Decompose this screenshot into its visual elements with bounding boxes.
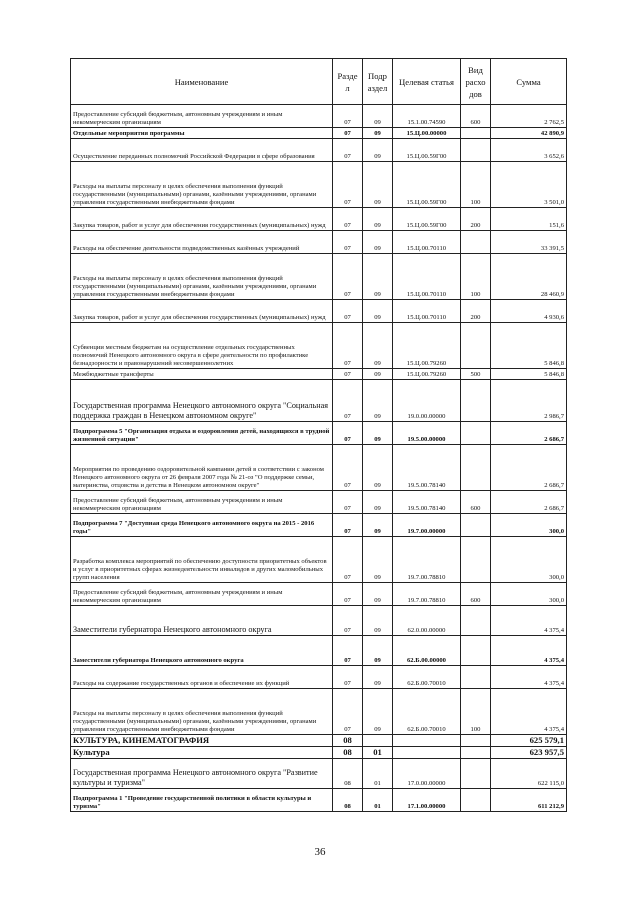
row-target-article-cell: 62.0.00.00000 <box>393 606 461 636</box>
budget-table <box>70 58 567 812</box>
row-sum-cell: 3 501,0 <box>491 162 567 208</box>
row-podrazdel-cell: 09 <box>363 300 393 323</box>
row-podrazdel-cell: 01 <box>363 747 393 759</box>
row-name-cell: КУЛЬТУРА, КИНЕМАТОГРАФИЯ <box>71 735 333 747</box>
table-row <box>71 689 567 735</box>
row-name-cell: Разработка комплекса мероприятий по обеспечению доступности приоритетных объектов и услуг в приоритетных сферах жизнедеятельности инвалидов и других маломобильных групп населения <box>71 537 333 583</box>
row-podrazdel-cell: 09 <box>363 105 393 128</box>
row-name-cell: Расходы на выплаты персоналу в целях обеспечения выполнения функций государственными (муниципальными) органами, казёнными учреждениями, органами управления государственными внебюджетными фондами <box>71 162 333 208</box>
row-sum-cell: 5 846,8 <box>491 323 567 369</box>
table-body <box>71 105 567 812</box>
row-target-article-cell <box>393 747 461 759</box>
row-name-cell: Субвенции местным бюджетам на осуществление отдельных государственных полномочий Ненецкого автономного округа в сфере деятельности по профилактике безнадзорности и правонарушений несовершеннолетних <box>71 323 333 369</box>
table-row <box>71 583 567 606</box>
row-sum-cell: 28 460,9 <box>491 254 567 300</box>
row-name-cell: Заместители губернатора Ненецкого автономного округа <box>71 606 333 636</box>
row-podrazdel-cell: 09 <box>363 445 393 491</box>
row-sum-cell: 300,0 <box>491 537 567 583</box>
row-expense-type-cell <box>461 666 491 689</box>
row-sum-cell: 33 391,5 <box>491 231 567 254</box>
row-sum-cell: 300,0 <box>491 583 567 606</box>
row-razdel-cell: 08 <box>333 759 363 789</box>
row-name-cell: Закупка товаров, работ и услуг для обеспечения государственных (муниципальных) нужд <box>71 208 333 231</box>
row-name-cell: Культура <box>71 747 333 759</box>
row-podrazdel-cell: 09 <box>363 231 393 254</box>
row-name-cell: Закупка товаров, работ и услуг для обеспечения государственных (муниципальных) нужд <box>71 300 333 323</box>
row-expense-type-cell: 100 <box>461 162 491 208</box>
row-razdel-cell: 07 <box>333 105 363 128</box>
row-target-article-cell: 15.Ц.00.59Г00 <box>393 162 461 208</box>
row-podrazdel-cell: 09 <box>363 139 393 162</box>
row-expense-type-cell <box>461 636 491 666</box>
row-podrazdel-cell: 01 <box>363 789 393 812</box>
row-podrazdel-cell: 09 <box>363 636 393 666</box>
row-sum-cell: 2 986,7 <box>491 380 567 422</box>
row-target-article-cell <box>393 735 461 747</box>
row-name-cell: Расходы на выплаты персоналу в целях обеспечения выполнения функций государственными (муниципальными) органами, казёнными учреждениями, органами управления государственными внебюджетными фондами <box>71 689 333 735</box>
table-row <box>71 162 567 208</box>
row-target-article-cell: 15.Ц.00.59Г00 <box>393 208 461 231</box>
row-expense-type-cell <box>461 380 491 422</box>
row-target-article-cell: 19.5.00.78140 <box>393 445 461 491</box>
row-target-article-cell: 15.Ц.00.70110 <box>393 254 461 300</box>
row-target-article-cell: 17.0.00.00000 <box>393 759 461 789</box>
row-razdel-cell: 07 <box>333 208 363 231</box>
row-podrazdel-cell: 09 <box>363 606 393 636</box>
row-target-article-cell: 15.Ц.00.59Г00 <box>393 139 461 162</box>
row-razdel-cell: 07 <box>333 162 363 208</box>
row-razdel-cell: 07 <box>333 369 363 380</box>
row-target-article-cell: 62.Б.00.00000 <box>393 636 461 666</box>
row-name-cell: Государственная программа Ненецкого автономного округа "Развитие культуры и туризма" <box>71 759 333 789</box>
row-sum-cell: 2 686,7 <box>491 491 567 514</box>
table-row <box>71 208 567 231</box>
row-razdel-cell: 08 <box>333 789 363 812</box>
row-razdel-cell: 07 <box>333 491 363 514</box>
table-row <box>71 380 567 422</box>
row-razdel-cell: 07 <box>333 323 363 369</box>
header-podrazdel: Подр аздел <box>363 59 393 105</box>
table-row <box>71 445 567 491</box>
table-row <box>71 369 567 380</box>
table-row <box>71 139 567 162</box>
row-podrazdel-cell: 09 <box>363 323 393 369</box>
row-podrazdel-cell: 09 <box>363 369 393 380</box>
row-podrazdel-cell: 09 <box>363 422 393 445</box>
row-razdel-cell: 07 <box>333 666 363 689</box>
table-row <box>71 491 567 514</box>
row-target-article-cell: 15.Ц.00.79260 <box>393 369 461 380</box>
row-target-article-cell: 19.7.00.78810 <box>393 537 461 583</box>
row-name-cell: Подпрограмма 5 "Организация отдыха и оздоровления детей, находящихся в трудной жизненной ситуации" <box>71 422 333 445</box>
row-razdel-cell: 08 <box>333 747 363 759</box>
table-row <box>71 323 567 369</box>
row-sum-cell: 2 762,5 <box>491 105 567 128</box>
row-expense-type-cell: 600 <box>461 105 491 128</box>
row-sum-cell: 611 212,9 <box>491 789 567 812</box>
row-podrazdel-cell: 09 <box>363 128 393 139</box>
row-sum-cell: 4 930,6 <box>491 300 567 323</box>
row-target-article-cell: 15.Ц.00.70110 <box>393 231 461 254</box>
row-name-cell: Межбюджетные трансферты <box>71 369 333 380</box>
row-sum-cell: 3 652,6 <box>491 139 567 162</box>
row-name-cell: Мероприятия по проведению оздоровительной кампании детей в соответствии с законом Ненецкого автономного округа от 26 февраля 2007 года № 21-оз "О поддержке семьи, материнства, отцовства и детства в Ненецком автономном округе" <box>71 445 333 491</box>
table-row <box>71 231 567 254</box>
row-podrazdel-cell: 09 <box>363 583 393 606</box>
row-target-article-cell: 62.Б.00.70010 <box>393 666 461 689</box>
row-razdel-cell: 07 <box>333 537 363 583</box>
header-target-article: Целевая статья <box>393 59 461 105</box>
row-expense-type-cell <box>461 514 491 537</box>
row-sum-cell: 4 375,4 <box>491 636 567 666</box>
header-razdel: Разде л <box>333 59 363 105</box>
row-sum-cell: 4 375,4 <box>491 606 567 636</box>
table-row <box>71 759 567 789</box>
row-razdel-cell: 07 <box>333 583 363 606</box>
row-podrazdel-cell: 01 <box>363 759 393 789</box>
row-expense-type-cell <box>461 445 491 491</box>
row-expense-type-cell <box>461 139 491 162</box>
table-header-row <box>71 59 567 105</box>
row-target-article-cell: 15.Ц.00.79260 <box>393 323 461 369</box>
row-expense-type-cell: 600 <box>461 583 491 606</box>
budget-table-sheet <box>70 58 566 812</box>
row-sum-cell: 622 115,0 <box>491 759 567 789</box>
row-podrazdel-cell: 09 <box>363 537 393 583</box>
row-expense-type-cell <box>461 422 491 445</box>
row-target-article-cell: 19.5.00.78140 <box>393 491 461 514</box>
row-podrazdel-cell: 09 <box>363 514 393 537</box>
row-name-cell: Предоставление субсидий бюджетным, автономным учреждениям и иным некоммерческим организациям <box>71 583 333 606</box>
row-expense-type-cell: 600 <box>461 491 491 514</box>
row-sum-cell: 625 579,1 <box>491 735 567 747</box>
row-razdel-cell: 07 <box>333 445 363 491</box>
row-sum-cell: 42 890,9 <box>491 128 567 139</box>
row-podrazdel-cell: 09 <box>363 254 393 300</box>
row-razdel-cell: 07 <box>333 606 363 636</box>
table-row <box>71 128 567 139</box>
row-sum-cell: 4 375,4 <box>491 666 567 689</box>
table-row <box>71 747 567 759</box>
row-podrazdel-cell: 09 <box>363 208 393 231</box>
table-row <box>71 105 567 128</box>
row-name-cell: Предоставление субсидий бюджетным, автономным учреждениям и иным некоммерческим организациям <box>71 105 333 128</box>
row-sum-cell: 4 375,4 <box>491 689 567 735</box>
row-target-article-cell: 19.5.00.00000 <box>393 422 461 445</box>
row-sum-cell: 2 686,7 <box>491 445 567 491</box>
row-podrazdel-cell: 09 <box>363 162 393 208</box>
row-razdel-cell: 08 <box>333 735 363 747</box>
row-razdel-cell: 07 <box>333 139 363 162</box>
row-expense-type-cell <box>461 231 491 254</box>
row-target-article-cell: 15.Ц.00.00000 <box>393 128 461 139</box>
table-row <box>71 300 567 323</box>
row-expense-type-cell <box>461 747 491 759</box>
row-podrazdel-cell: 09 <box>363 666 393 689</box>
row-target-article-cell: 19.7.00.00000 <box>393 514 461 537</box>
row-razdel-cell: 07 <box>333 128 363 139</box>
row-expense-type-cell: 100 <box>461 689 491 735</box>
header-sum: Сумма <box>491 59 567 105</box>
page-number: 36 <box>314 846 326 858</box>
row-expense-type-cell: 100 <box>461 254 491 300</box>
row-name-cell: Расходы на выплаты персоналу в целях обеспечения выполнения функций государственными (муниципальными) органами, казёнными учреждениями, органами управления государственными внебюджетными фондами <box>71 254 333 300</box>
row-target-article-cell: 19.7.00.78810 <box>393 583 461 606</box>
row-expense-type-cell <box>461 759 491 789</box>
row-expense-type-cell <box>461 735 491 747</box>
table-row <box>71 636 567 666</box>
table-row <box>71 666 567 689</box>
row-name-cell: Подпрограмма 7 "Доступная среда Ненецкого автономного округа на 2015 - 2016 годы" <box>71 514 333 537</box>
table-row <box>71 789 567 812</box>
row-podrazdel-cell: 09 <box>363 380 393 422</box>
row-razdel-cell: 07 <box>333 514 363 537</box>
row-sum-cell: 151,6 <box>491 208 567 231</box>
table-row <box>71 514 567 537</box>
row-name-cell: Отдельные мероприятия программы <box>71 128 333 139</box>
header-name: Наименование <box>71 59 333 105</box>
row-razdel-cell: 07 <box>333 231 363 254</box>
table-row <box>71 735 567 747</box>
row-sum-cell: 2 686,7 <box>491 422 567 445</box>
row-target-article-cell: 15.Ц.00.70110 <box>393 300 461 323</box>
row-expense-type-cell <box>461 128 491 139</box>
row-target-article-cell: 62.Б.00.70010 <box>393 689 461 735</box>
row-name-cell: Предоставление субсидий бюджетным, автономным учреждениям и иным некоммерческим организациям <box>71 491 333 514</box>
row-target-article-cell: 15.1.00.74590 <box>393 105 461 128</box>
table-row <box>71 422 567 445</box>
row-expense-type-cell: 200 <box>461 300 491 323</box>
row-expense-type-cell <box>461 606 491 636</box>
row-expense-type-cell <box>461 789 491 812</box>
row-name-cell: Государственная программа Ненецкого автономного округа "Социальная поддержка граждан в Ненецком автономном округе" <box>71 380 333 422</box>
row-name-cell: Заместители губернатора Ненецкого автономного округа <box>71 636 333 666</box>
row-expense-type-cell <box>461 323 491 369</box>
row-name-cell: Расходы на обеспечение деятельности подведомственных казённых учреждений <box>71 231 333 254</box>
row-expense-type-cell: 200 <box>461 208 491 231</box>
row-sum-cell: 300,0 <box>491 514 567 537</box>
row-name-cell: Подпрограмма 1 "Проведение государственной политики в области культуры и туризма" <box>71 789 333 812</box>
row-expense-type-cell <box>461 537 491 583</box>
row-name-cell: Расходы на содержание государственных органов и обеспечение их функций <box>71 666 333 689</box>
row-razdel-cell: 07 <box>333 422 363 445</box>
table-row <box>71 254 567 300</box>
row-podrazdel-cell: 09 <box>363 491 393 514</box>
row-sum-cell: 623 957,5 <box>491 747 567 759</box>
row-podrazdel-cell <box>363 735 393 747</box>
row-target-article-cell: 17.1.00.00000 <box>393 789 461 812</box>
row-podrazdel-cell: 09 <box>363 689 393 735</box>
row-razdel-cell: 07 <box>333 380 363 422</box>
row-razdel-cell: 07 <box>333 636 363 666</box>
row-target-article-cell: 19.0.00.00000 <box>393 380 461 422</box>
row-razdel-cell: 07 <box>333 689 363 735</box>
row-sum-cell: 5 846,8 <box>491 369 567 380</box>
row-razdel-cell: 07 <box>333 300 363 323</box>
table-row <box>71 606 567 636</box>
row-expense-type-cell: 500 <box>461 369 491 380</box>
table-row <box>71 537 567 583</box>
row-name-cell: Осуществление переданных полномочий Российской Федерации в сфере образования <box>71 139 333 162</box>
header-expense-type: Вид расхо дов <box>461 59 491 105</box>
row-razdel-cell: 07 <box>333 254 363 300</box>
